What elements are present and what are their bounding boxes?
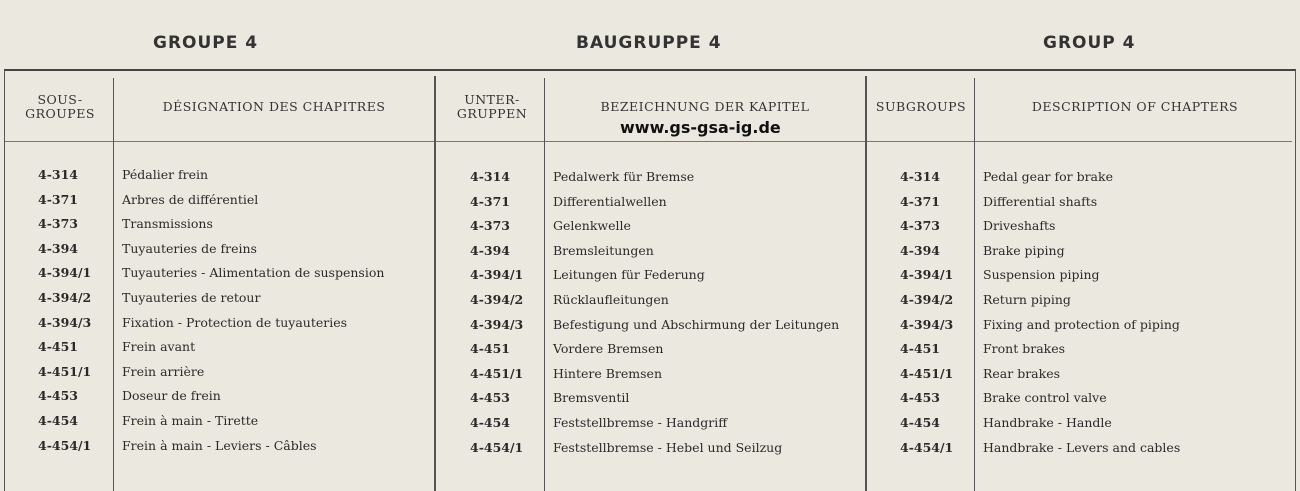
subgroup-code: 4-453 <box>900 390 940 406</box>
chapter-description: Rücklaufleitungen <box>553 291 669 307</box>
header-fr-desc: DÉSIGNATION DES CHAPITRES <box>162 99 386 114</box>
subgroup-code: 4-451/1 <box>900 365 954 381</box>
chapter-description: Frein à main - Tirette <box>122 412 259 428</box>
subgroup-code: 4-394/2 <box>900 291 954 307</box>
subgroup-code: 4-454 <box>900 414 940 430</box>
subgroup-code: 4-394/2 <box>38 289 92 305</box>
subgroup-code: 4-394 <box>38 240 78 256</box>
subgroup-code: 4-394 <box>900 242 940 258</box>
header-divider <box>4 141 1292 142</box>
chapter-description: Tuyauteries - Alimentation de suspension <box>122 265 385 281</box>
chapter-description: Fixation - Protection de tuyauteries <box>122 314 348 330</box>
subgroup-code: 4-453 <box>38 388 78 404</box>
subgroup-code: 4-454/1 <box>470 439 524 455</box>
subgroup-code: 4-394 <box>470 242 510 258</box>
subgroup-code: 4-373 <box>38 216 78 232</box>
fr-descriptions-column <box>122 163 384 458</box>
chapter-description: Suspension piping <box>983 267 1100 283</box>
title-en: GROUP 4 <box>1043 33 1136 53</box>
chapter-description: Rear brakes <box>983 365 1061 381</box>
subgroup-code: 4-394/3 <box>38 314 92 330</box>
chapter-description: Feststellbremse - Handgriff <box>553 414 728 430</box>
chapter-description: Tuyauteries de freins <box>122 240 257 256</box>
en-codes-column <box>900 165 953 460</box>
chapter-description: Transmissions <box>122 216 213 232</box>
chapter-description: Pedal gear for brake <box>983 169 1113 184</box>
chapter-description: Frein à main - Leviers - Câbles <box>122 437 317 453</box>
chapter-description: Handbrake - Handle <box>983 414 1112 430</box>
subgroup-code: 4-314 <box>900 169 940 184</box>
subgroup-code: 4-371 <box>470 193 510 209</box>
chapter-description: Front brakes <box>983 341 1066 357</box>
subgroup-code: 4-454/1 <box>38 437 92 453</box>
divider-de-en <box>865 76 867 491</box>
de-codes-column <box>470 165 523 460</box>
chapter-description: Leitungen für Federung <box>553 267 705 283</box>
chapter-description: Differentialwellen <box>553 193 667 209</box>
en-descriptions-column <box>983 165 1180 460</box>
divider-de <box>544 78 545 491</box>
subgroup-code: 4-451/1 <box>38 363 92 379</box>
chapter-description: Brake control valve <box>983 390 1107 406</box>
subgroup-code: 4-394/1 <box>470 267 524 283</box>
subgroup-code: 4-394/1 <box>38 265 92 281</box>
subgroup-code: 4-394/2 <box>470 291 524 307</box>
subgroup-code: 4-373 <box>470 218 510 234</box>
chapter-description: Return piping <box>983 291 1071 307</box>
subgroup-code: 4-394/1 <box>900 267 954 283</box>
border-left <box>4 70 5 491</box>
subgroup-code: 4-454/1 <box>900 439 954 455</box>
chapter-description: Tuyauteries de retour <box>122 289 261 305</box>
divider-en <box>974 78 975 491</box>
chapter-description: Brake piping <box>983 242 1065 258</box>
subgroup-code: 4-451/1 <box>470 365 524 381</box>
chapter-description: Vordere Bremsen <box>553 341 664 357</box>
subgroup-code: 4-394/3 <box>470 316 524 332</box>
subgroup-code: 4-454 <box>470 414 510 430</box>
title-fr: GROUPE 4 <box>153 33 259 53</box>
divider-fr <box>113 78 114 491</box>
chapter-description: Bremsleitungen <box>553 242 654 258</box>
border-right <box>1295 70 1296 491</box>
chapter-description: Befestigung und Abschirmung der Leitungen <box>553 316 840 332</box>
chapter-description: Handbrake - Levers and cables <box>983 439 1181 455</box>
subgroup-code: 4-453 <box>470 390 510 406</box>
chapter-description: Gelenkwelle <box>553 218 631 234</box>
chapter-description: Frein avant <box>122 339 196 355</box>
chapter-description: Frein arrière <box>122 363 205 379</box>
chapter-description: Bremsventil <box>553 390 630 406</box>
chapter-description: Pedalwerk für Bremse <box>553 169 695 184</box>
header-de-code: UNTER- GRUPPEN <box>456 92 528 121</box>
chapter-description: Arbres de différentiel <box>122 191 259 207</box>
subgroup-code: 4-314 <box>470 169 510 184</box>
header-en-desc: DESCRIPTION OF CHAPTERS <box>1031 99 1239 114</box>
header-fr-code: SOUS- GROUPES <box>25 92 95 121</box>
subgroup-code: 4-394/3 <box>900 316 954 332</box>
table-top-border <box>4 69 1296 71</box>
chapter-description: Hintere Bremsen <box>553 365 662 381</box>
chapter-description: Pédalier frein <box>122 167 209 182</box>
subgroup-code: 4-373 <box>900 218 940 234</box>
header-en-code: SUBGROUPS <box>875 99 967 114</box>
subgroup-code: 4-314 <box>38 167 78 182</box>
title-de: BAUGRUPPE 4 <box>576 33 722 53</box>
subgroup-code: 4-371 <box>38 191 78 207</box>
fr-codes-column <box>38 163 91 458</box>
subgroup-code: 4-451 <box>38 339 78 355</box>
chapter-description: Differential shafts <box>983 193 1098 209</box>
chapter-description: Feststellbremse - Hebel und Seilzug <box>553 439 783 455</box>
de-descriptions-column <box>553 165 839 460</box>
chapter-description: Fixing and protection of piping <box>983 316 1180 332</box>
divider-fr-de <box>434 76 436 491</box>
chapter-description: Driveshafts <box>983 218 1056 234</box>
subgroup-code: 4-451 <box>470 341 510 357</box>
subgroup-code: 4-371 <box>900 193 940 209</box>
watermark-url: www.gs-gsa-ig.de <box>620 118 781 137</box>
header-de-desc: BEZEICHNUNG DER KAPITEL <box>600 99 810 114</box>
subgroup-code: 4-454 <box>38 412 78 428</box>
chapter-description: Doseur de frein <box>122 388 221 404</box>
subgroup-code: 4-451 <box>900 341 940 357</box>
